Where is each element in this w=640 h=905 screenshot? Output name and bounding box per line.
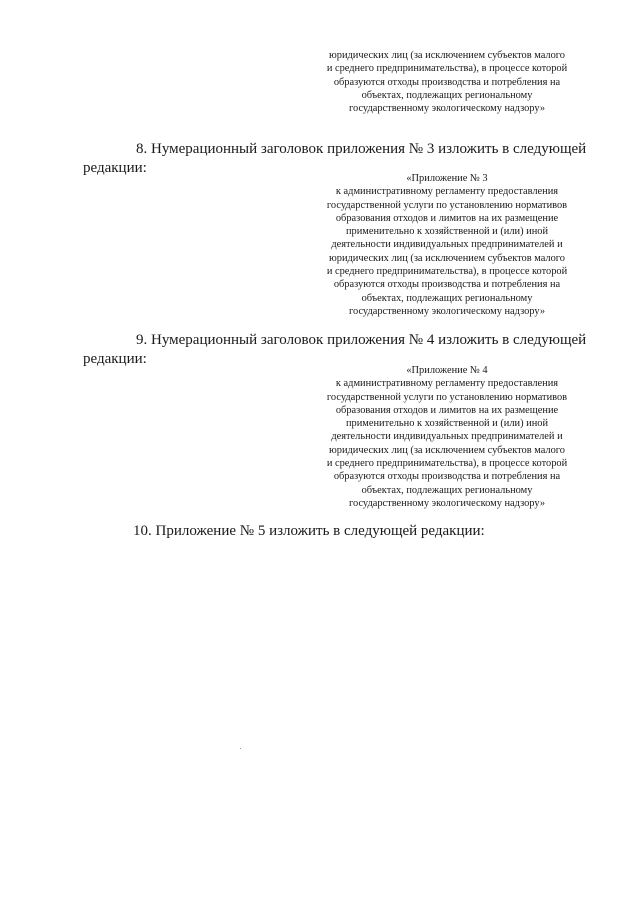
text-line: 8. Нумерационный заголовок приложения № 3 изложить в следующей [136, 141, 587, 157]
text-line: государственной услуги по установлению нормативов [326, 391, 568, 403]
text-line: образования отходов и лимитов на их размещение [335, 212, 559, 224]
text-line: образуются отходы производства и потребления на [333, 471, 561, 483]
text-line: юридических лиц (за исключением субъектов малого [328, 50, 565, 61]
text-line: и среднего предпринимательства), в процессе которой [326, 266, 568, 278]
text-line: юридических лиц (за исключением субъектов малого [328, 444, 565, 456]
text-line: редакции: [83, 351, 147, 367]
text-line: применительно к хозяйственной и (или) иной [345, 226, 549, 238]
text-line: юридических лиц (за исключением субъектов малого [328, 252, 565, 264]
text-line: образуются отходы производства и потребления на [333, 279, 561, 291]
text-line: объектах, подлежащих региональному [361, 484, 533, 496]
text-line: 9. Нумерационный заголовок приложения № 4 изложить в следующей [136, 332, 587, 348]
text-line: применительно к хозяйственной и (или) иной [345, 418, 549, 430]
appendix-header-continuation [310, 49, 584, 115]
text-line: к административному регламенту предоставления [335, 378, 559, 390]
text-line: деятельности индивидуальных предпринимателей и [331, 431, 563, 443]
scan-artifact [240, 748, 241, 749]
text-line: деятельности индивидуальных предпринимателей и [331, 239, 563, 251]
appendix-title: «Приложение № 4 [406, 365, 488, 376]
appendix-title: «Приложение № 3 [406, 173, 488, 184]
text-line: государственному экологическому надзору» [348, 103, 546, 115]
appendix-4-header [310, 364, 584, 510]
text-line: образуются отходы производства и потребления на [333, 76, 561, 88]
text-line: образования отходов и лимитов на их размещение [335, 404, 559, 416]
text-line: объектах, подлежащих региональному [361, 292, 533, 304]
text-line: и среднего предпринимательства), в процессе которой [326, 458, 568, 470]
text-line: редакции: [83, 160, 147, 176]
text-line: к административному регламенту предоставления [335, 186, 559, 198]
text-line: объектах, подлежащих региональному [361, 89, 533, 101]
text-line: и среднего предпринимательства), в процессе которой [326, 63, 568, 75]
text-line: 10. Приложение № 5 изложить в следующей редакции: [133, 523, 485, 539]
text-line: государственному экологическому надзору» [348, 305, 546, 317]
appendix-3-header [310, 172, 584, 318]
text-line: государственному экологическому надзору» [348, 497, 546, 509]
item-10-paragraph [83, 522, 580, 541]
text-line: государственной услуги по установлению нормативов [326, 199, 568, 211]
